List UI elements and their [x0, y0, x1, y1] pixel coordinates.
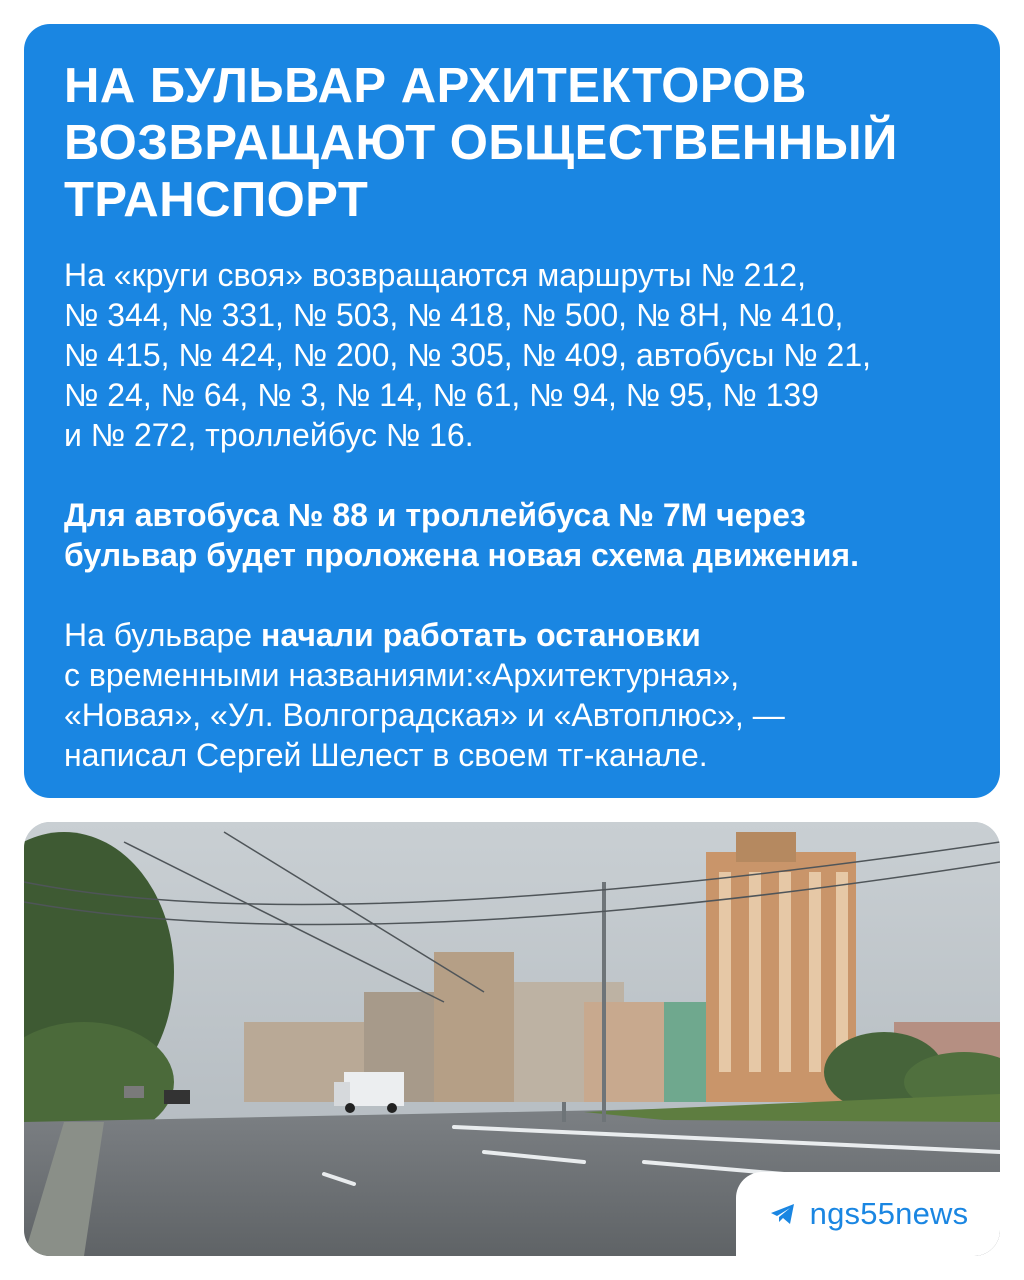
paragraph-line: № 24, № 64, № 3, № 14, № 61, № 94, № 95, № 139 — [64, 377, 819, 413]
paragraph-line: бульвар будет проложена новая схема движения. — [64, 537, 859, 573]
paragraph-line — [64, 615, 960, 655]
stops-paragraph — [64, 615, 960, 775]
paragraph-line: Для автобуса № 88 и троллейбуса № 7М через — [64, 497, 806, 533]
telegram-icon — [768, 1199, 798, 1229]
routes-paragraph — [64, 255, 960, 455]
paragraph-line: На «круги своя» возвращаются маршруты № 212, — [64, 257, 806, 293]
paragraph-emphasis: начали работать остановки — [260, 617, 701, 653]
headline-line: ТРАНСПОРТ — [64, 173, 369, 227]
channel-handle: ngs55news — [809, 1196, 969, 1231]
new-scheme-paragraph — [64, 495, 960, 575]
paragraph-line: и № 272, троллейбус № 16. — [64, 417, 474, 453]
paragraph-lead: На бульваре — [64, 617, 261, 653]
paragraph-line: № 344, № 331, № 503, № 418, № 500, № 8Н, № 410, — [64, 297, 844, 333]
paragraph-line: № 415, № 424, № 200, № 305, № 409, автобусы № 21, — [64, 337, 871, 373]
news-card — [24, 24, 1000, 798]
paragraph-line: «Новая», «Ул. Волгоградская» и «Автоплюс», — — [64, 697, 785, 733]
street-photo — [24, 822, 1000, 1256]
paragraph-line: с временными названиями:«Архитектурная», — [64, 657, 740, 693]
headline-line: НА БУЛЬВАР АРХИТЕКТОРОВ — [64, 59, 807, 113]
channel-badge[interactable] — [736, 1172, 1000, 1256]
headline — [64, 58, 960, 229]
paragraph-line: написал Сергей Шелест в своем тг-канале. — [64, 737, 708, 773]
headline-line: ВОЗВРАЩАЮТ ОБЩЕСТВЕННЫЙ — [64, 116, 898, 170]
